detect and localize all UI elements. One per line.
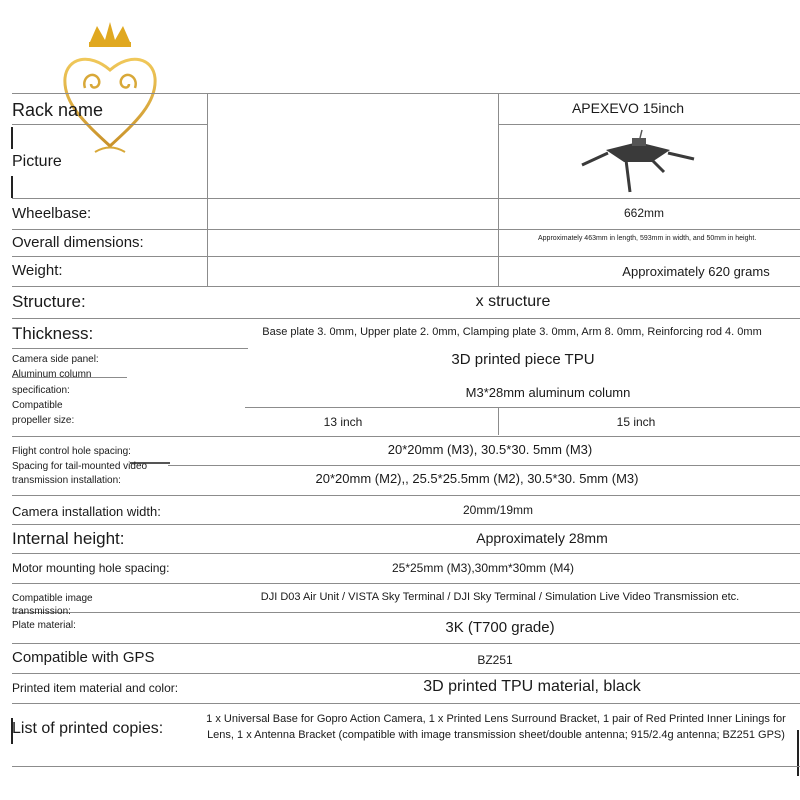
aluminum-column-label-line2: specification: bbox=[12, 385, 70, 396]
grid-line bbox=[12, 583, 800, 584]
overall-dimensions-label: Overall dimensions: bbox=[12, 234, 144, 251]
flight-control-label: Flight control hole spacing: bbox=[12, 446, 131, 457]
grid-line bbox=[12, 318, 800, 319]
grid-line bbox=[12, 673, 800, 674]
grid-line bbox=[245, 407, 800, 408]
grid-line bbox=[12, 703, 800, 704]
drone-frame-image bbox=[578, 128, 698, 198]
camera-side-panel-value: 3D printed piece TPU bbox=[451, 351, 595, 368]
gps-value: BZ251 bbox=[477, 653, 513, 667]
motor-spacing-value: 25*25mm (M3),30mm*30mm (M4) bbox=[391, 561, 575, 575]
border-mark bbox=[11, 127, 13, 149]
structure-value: x structure bbox=[475, 293, 551, 310]
camera-side-panel-label: Camera side panel: bbox=[12, 354, 99, 365]
propeller-size-15-value: 15 inch bbox=[616, 415, 656, 429]
grid-line bbox=[168, 465, 800, 466]
grid-line bbox=[12, 524, 800, 525]
grid-line bbox=[498, 124, 800, 125]
printed-copies-label: List of printed copies: bbox=[12, 720, 164, 737]
grid-line bbox=[12, 256, 800, 257]
image-transmission-label-line2: transmission: bbox=[12, 606, 71, 617]
image-transmission-label-line1: Compatible image bbox=[12, 593, 93, 604]
propeller-size-label-line2: propeller size: bbox=[12, 415, 75, 426]
aluminum-column-label-line1: Aluminum column bbox=[12, 369, 92, 380]
printed-material-label: Printed item material and color: bbox=[12, 681, 179, 695]
internal-height-label: Internal height: bbox=[12, 529, 125, 548]
aluminum-column-value: M3*28mm aluminum column bbox=[465, 385, 631, 400]
plate-material-label: Plate material: bbox=[12, 620, 76, 631]
grid-line bbox=[12, 93, 800, 94]
grid-line bbox=[12, 612, 800, 613]
grid-line bbox=[498, 407, 499, 435]
weight-value: Approximately 620 grams bbox=[622, 264, 770, 279]
border-mark bbox=[11, 176, 13, 198]
printed-material-value: 3D printed TPU material, black bbox=[423, 678, 641, 695]
camera-width-value: 20mm/19mm bbox=[462, 503, 534, 517]
internal-height-value: Approximately 28mm bbox=[476, 530, 608, 546]
border-mark bbox=[797, 730, 799, 776]
grid-line bbox=[12, 643, 800, 644]
grid-line bbox=[207, 93, 208, 286]
grid-line bbox=[12, 766, 800, 767]
grid-line bbox=[12, 348, 248, 349]
thickness-label: Thickness: bbox=[12, 324, 94, 343]
crown-heart-logo-icon bbox=[55, 18, 165, 160]
grid-line bbox=[12, 229, 800, 230]
plate-material-value: 3K (T700 grade) bbox=[445, 619, 555, 636]
flight-control-value: 20*20mm (M3), 30.5*30. 5mm (M3) bbox=[387, 442, 593, 457]
grid-line bbox=[12, 198, 800, 199]
wheelbase-value: 662mm bbox=[623, 206, 665, 220]
grid-line bbox=[12, 124, 208, 125]
gps-label: Compatible with GPS bbox=[12, 649, 155, 666]
motor-spacing-label: Motor mounting hole spacing: bbox=[12, 561, 170, 575]
grid-line bbox=[12, 553, 800, 554]
tail-vtx-label-line1: Spacing for tail-mounted video bbox=[12, 461, 148, 472]
printed-copies-value: 1 x Universal Base for Gopro Action Camera, 1 x Printed Lens Surround Bracket, 1 pair of Red Printed Inner Linings for Lens, 1 x Antenna Bracket (compatible with image transmission sheet/double antenna; 915/2.4g antenna; BZ251 GPS) bbox=[206, 713, 786, 741]
grid-line bbox=[12, 495, 800, 496]
tail-vtx-label-line2: transmission installation: bbox=[12, 475, 121, 486]
grid-line bbox=[12, 286, 800, 287]
camera-width-label: Camera installation width: bbox=[12, 504, 161, 519]
overall-dimensions-value: Approximately 463mm in length, 593mm in width, and 50mm in height. bbox=[538, 235, 757, 242]
structure-label: Structure: bbox=[12, 292, 86, 311]
propeller-size-13-value: 13 inch bbox=[323, 415, 363, 429]
rack-name-label: Rack name bbox=[12, 100, 104, 120]
grid-line bbox=[498, 93, 499, 286]
rack-name-value: APEXEVO 15inch bbox=[571, 100, 685, 116]
tail-vtx-value: 20*20mm (M2),, 25.5*25.5mm (M2), 30.5*30. 5mm (M3) bbox=[315, 471, 639, 486]
propeller-size-label-line1: Compatible bbox=[12, 400, 63, 411]
wheelbase-label: Wheelbase: bbox=[12, 205, 92, 222]
weight-label: Weight: bbox=[12, 262, 63, 279]
grid-line bbox=[12, 436, 800, 437]
thickness-value: Base plate 3. 0mm, Upper plate 2. 0mm, Clamping plate 3. 0mm, Arm 8. 0mm, Reinforcing rod 4. 0mm bbox=[262, 326, 762, 338]
picture-label: Picture bbox=[12, 153, 62, 170]
image-transmission-value: DJI D03 Air Unit / VISTA Sky Terminal / DJI Sky Terminal / Simulation Live Video Transmission etc. bbox=[260, 591, 740, 603]
